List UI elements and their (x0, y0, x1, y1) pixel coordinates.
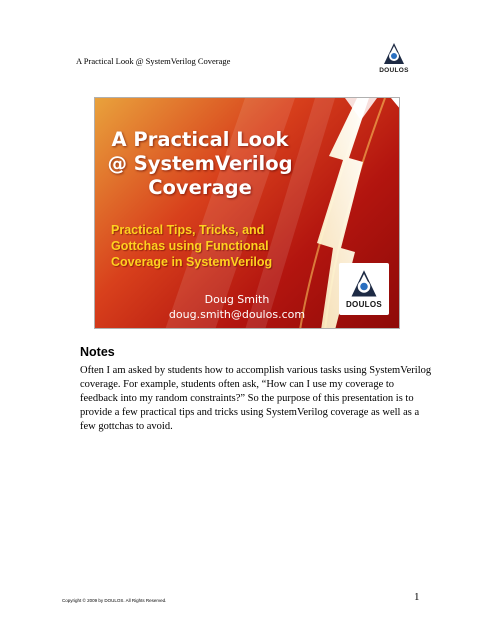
notes-line: Often I am asked by students how to accomplish various tasks using SystemVerilog (80, 365, 432, 376)
running-header: A Practical Look @ SystemVerilog Coverage (76, 56, 231, 66)
doulos-emblem-icon (350, 269, 378, 299)
slide-subtitle (111, 222, 311, 270)
notes-line: provide a few practical tips and tricks using SystemVerilog coverage as well as a (80, 407, 420, 418)
slide-subtitle-line-1: Practical Tips, Tricks, and (111, 223, 265, 237)
copyright-notice: Copyright © 2009 by DOULOS. All Rights Reserved. (62, 598, 167, 603)
notes-line: feedback into my random constraints?” So the purpose of this presentation is to (80, 393, 414, 404)
notes-heading: Notes (80, 345, 115, 359)
author-name: Doug Smith (204, 293, 270, 306)
author-email: doug.smith@doulos.com (168, 308, 306, 321)
page-number: 1 (414, 591, 420, 603)
slide-doulos-logo (339, 263, 389, 315)
notes-line: coverage. For example, students often ask, “How can I use my coverage to (80, 379, 395, 390)
slide-title-line-3: Coverage (148, 176, 252, 199)
header-logo-wordmark: DOULOS (379, 67, 409, 74)
doulos-emblem-icon (383, 42, 405, 66)
notes-line: few gottchas to avoid. (80, 421, 173, 432)
slide-title-line-1: A Practical Look (111, 128, 289, 151)
slide-subtitle-line-2: Gottchas using Functional (111, 239, 269, 253)
header-doulos-logo (376, 42, 412, 74)
slide-logo-wordmark: DOULOS (345, 300, 383, 309)
title-slide (94, 97, 400, 329)
slide-author-block (147, 292, 327, 322)
slide-subtitle-line-3: Coverage in SystemVerilog (111, 255, 273, 269)
slide-title-line-2: @ SystemVerilog (107, 152, 293, 175)
notes-body (80, 364, 430, 434)
slide-title (95, 128, 305, 200)
